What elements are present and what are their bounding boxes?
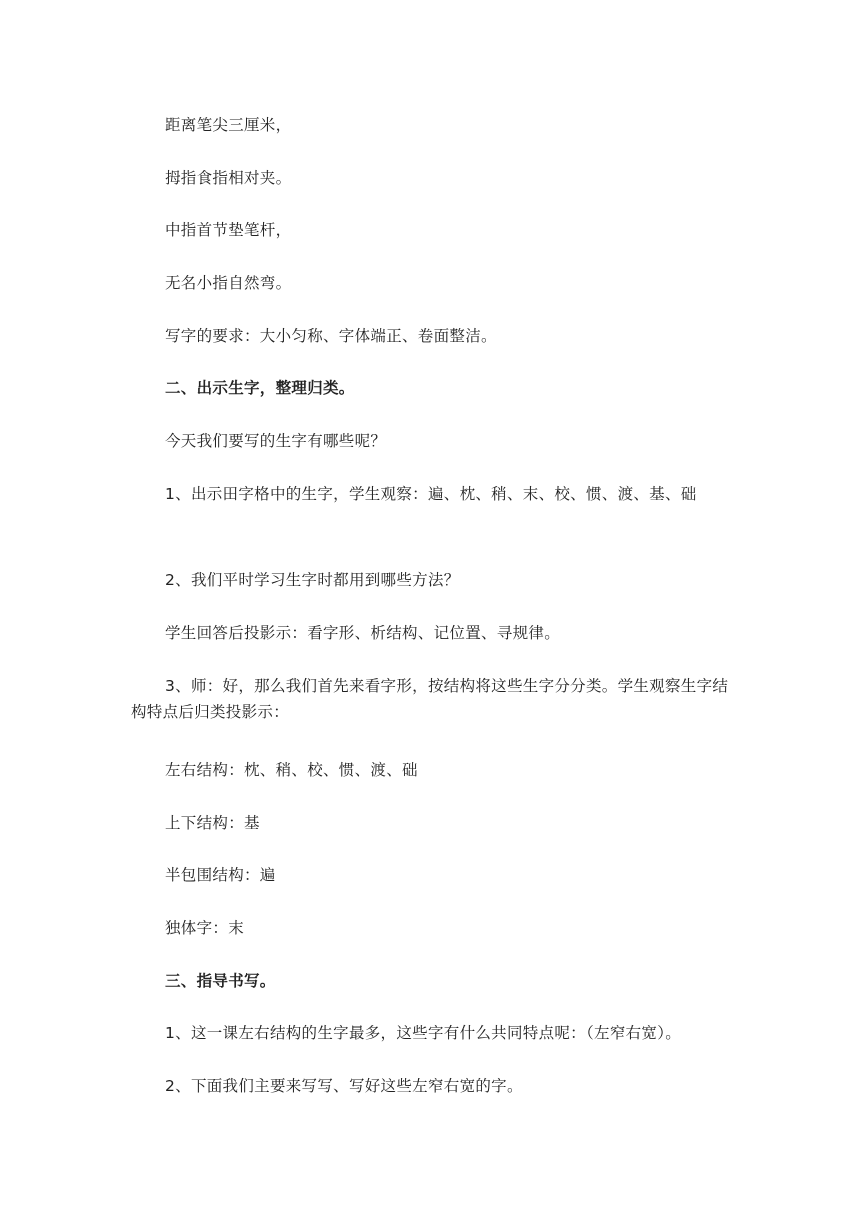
paragraph: 距离笔尖三厘米， — [165, 116, 292, 134]
paragraph: 1、出示田字格中的生字，学生观察：遍、枕、稍、末、校、惯、渡、基、础 — [165, 485, 697, 503]
paragraph: 写字的要求：大小匀称、字体端正、卷面整洁。 — [165, 327, 497, 345]
section-heading: 三、指导书写。 — [165, 972, 276, 990]
paragraph: 中指首节垫笔杆， — [165, 221, 292, 239]
paragraph: 半包围结构：遍 — [165, 866, 276, 884]
paragraph: 今天我们要写的生字有哪些呢？ — [165, 432, 387, 450]
paragraph: 独体字：末 — [165, 919, 245, 937]
paragraph: 拇指食指相对夹。 — [165, 169, 292, 187]
section-heading: 二、出示生字，整理归类。 — [165, 379, 355, 397]
paragraph: 左右结构：枕、稍、校、惯、渡、础 — [165, 761, 418, 779]
paragraph: 上下结构：基 — [165, 814, 260, 832]
paragraph: 学生回答后投影示：看字形、析结构、记位置、寻规律。 — [165, 624, 561, 642]
paragraph: 1、这一课左右结构的生字最多，这些字有什么共同特点呢：（左窄右宽）。 — [165, 1024, 682, 1042]
paragraph: 3、师：好，那么我们首先来看字形，按结构将这些生字分分类。学生观察生字结构特点后归类投影示： — [131, 677, 729, 721]
paragraph: 无名小指自然弯。 — [165, 274, 292, 292]
paragraph: 2、我们平时学习生字时都用到哪些方法？ — [165, 571, 460, 589]
paragraph: 2、下面我们主要来写写、写好这些左窄右宽的字。 — [165, 1077, 523, 1095]
